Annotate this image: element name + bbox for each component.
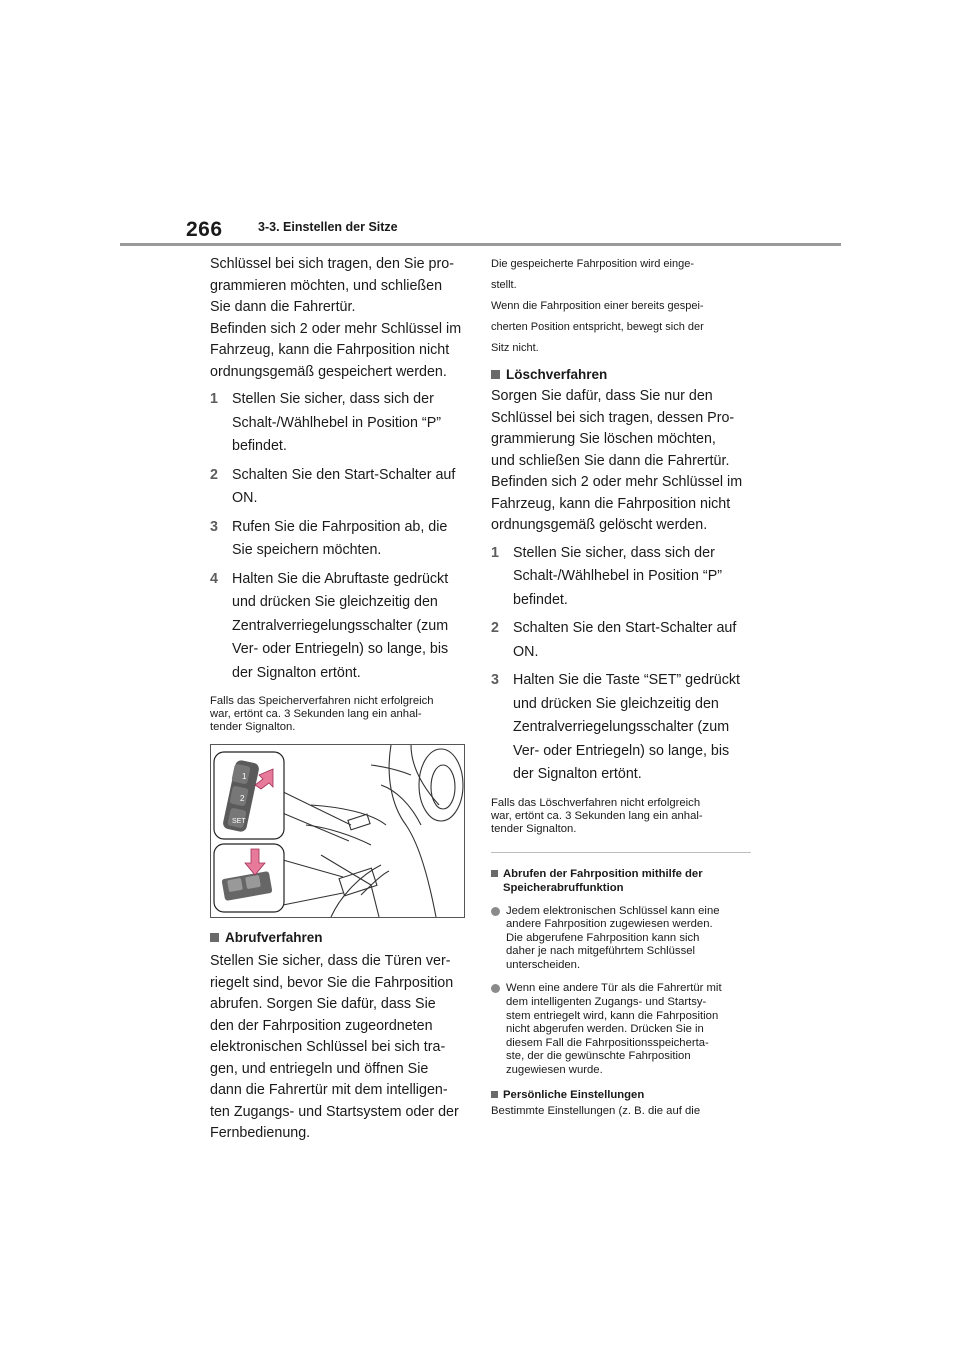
store-failure-note: Falls das Speicherverfahren nicht erfolgreich war, ertönt ca. 3 Sekunden lang ein anhal- tender Signalton. — [210, 695, 434, 733]
door-lock-switch-inset — [214, 844, 284, 912]
set-button-label: SET — [232, 818, 246, 825]
header-divider — [120, 243, 841, 246]
memory-recall-heading: Abrufen der Fahrposition mithilfe der Speicherabruffunktion — [491, 867, 751, 895]
circle-bullet-icon — [491, 907, 500, 916]
recall-result-note: Die gespeicherte Fahrposition wird einge- stellt. Wenn die Fahrposition einer bereits gespei- cherten Position entspricht, bewegt sich der Sitz nicht. — [491, 258, 704, 354]
delete-step-3: 3 Halten Sie die Taste “SET” gedrückt und drücken Sie gleichzeitig den Zentralverriegelungsschalter (zum Ver- oder Entriegeln) so lange, bis der Signalton ertönt. — [491, 672, 741, 782]
step-1: 1 Stellen Sie sicher, dass sich der Schalt-/Wählhebel in Position “P” befindet. — [210, 391, 441, 454]
delete-step-1: 1 Stellen Sie sicher, dass sich der Schalt-/Wählhebel in Position “P” befindet. — [491, 544, 722, 608]
personal-settings-text: Bestimmte Einstellungen (z. B. die auf die — [491, 1104, 701, 1117]
memory-switch-illustration — [210, 744, 465, 918]
bullet-item: Wenn eine andere Tür als die Fahrertür mit dem intelligenten Zugangs- und Startsy- stem entriegelt wird, kann die Fahrposition nicht abgerufen werden. Drücken Sie in diesem Fall die Fahrpositionsspeicherta- ste, der die gewünschte Fahrposition zugewiesen wurde. — [491, 982, 751, 1077]
section-title: 3-3. Einstellen der Sitze — [258, 220, 398, 234]
step-4: 4 Halten Sie die Abruftaste gedrückt und drücken Sie gleichzeitig den Zentralverriegelungsschalter (zum Ver- oder Entriegeln) so lange, bis der Signalton ertönt. — [210, 570, 449, 681]
section-divider — [491, 852, 751, 853]
right-column — [491, 254, 751, 1118]
square-bullet-icon — [491, 1091, 498, 1098]
square-bullet-icon — [491, 370, 500, 379]
memory-button-1-label: 1 — [242, 772, 247, 781]
left-column — [210, 254, 468, 1145]
recall-paragraph: Stellen Sie sicher, dass die Türen ver- riegelt sind, bevor Sie die Fahrposition abrufen. Sorgen Sie dafür, dass Sie den der Fahrposition zugeordneten elektronischen Schlüssel bei sich tra- gen, und entriegeln und öffnen Sie dann die Fahrertür mit dem intelligen- ten Zugangs- und Startsystem oder der Fernbedienung. — [210, 953, 459, 1141]
step-2: 2 Schalten Sie den Start-Schalter auf ON. — [210, 466, 456, 506]
circle-bullet-icon — [491, 984, 500, 993]
memory-buttons-inset — [214, 752, 284, 839]
delete-heading: Löschverfahren — [491, 367, 751, 382]
memory-button-2-label: 2 — [240, 794, 245, 803]
step-3: 3 Rufen Sie die Fahrposition ab, die Sie speichern möchten. — [210, 518, 448, 558]
delete-paragraph: Sorgen Sie dafür, dass Sie nur den Schlüssel bei sich tragen, dessen Pro- grammierung Sie löschen möchten, und schließen Sie dann die Fahrertür. Befinden sich 2 oder mehr Schlüssel im Fahrzeug, kann die Fahrposition nicht ordnungsgemäß gelöscht werden. — [491, 388, 743, 533]
personal-settings-heading: Persönliche Einstellungen — [491, 1088, 751, 1102]
square-bullet-icon — [491, 870, 498, 877]
page-number: 266 — [186, 218, 223, 241]
recall-heading: Abrufverfahren — [210, 930, 468, 945]
intro-paragraph: Schlüssel bei sich tragen, den Sie pro- grammieren möchten, und schließen Sie dann die Fahrertür. Befinden sich 2 oder mehr Schlüssel im Fahrzeug, kann die Fahrposition nicht ordnungsgemäß gespeichert werden. — [210, 256, 462, 380]
bullet-item: Jedem elektronischen Schlüssel kann eine andere Fahrposition zugewiesen werden. Die abgerufene Fahrposition kann sich daher je nach mitgeführtem Schlüssel unterscheiden. — [491, 905, 751, 973]
delete-failure-note: Falls das Löschverfahren nicht erfolgreich war, ertönt ca. 3 Sekunden lang ein anhal- tender Signalton. — [491, 796, 703, 835]
square-bullet-icon — [210, 933, 219, 942]
delete-step-2: 2 Schalten Sie den Start-Schalter auf ON. — [491, 620, 737, 660]
car-interior-drawing — [211, 745, 464, 917]
